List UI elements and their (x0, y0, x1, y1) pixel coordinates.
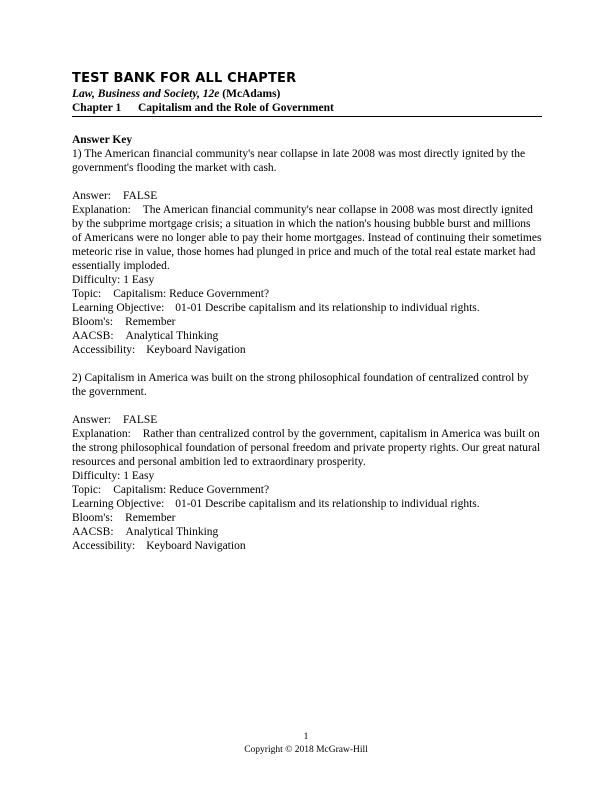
book-title: Law, Business and Society, 12e (72, 88, 220, 100)
chapter-heading (72, 101, 542, 117)
objective-label: Learning Objective: (72, 302, 165, 314)
explanation-label: Explanation: (72, 428, 131, 440)
accessibility-value: Keyboard Navigation (146, 344, 246, 356)
question-block (72, 371, 542, 553)
explanation-text: The American financial community's near collapse in 2008 was most directly ignited by the subprime mortgage crisis; a situation in which the nation's housing bubble burst and millions of Americans were no longer able to pay their home mortgages. Instead of continuing their sometimes meteoric rise in value, those homes had plunged in price and much of the total real estate market had essentially imploded. (72, 204, 542, 272)
answer-label: Answer: (72, 190, 111, 202)
book-author: (McAdams) (222, 88, 281, 100)
explanation-text: Rather than centralized control by the government, capitalism in America was built on the strong philosophical foundation of personal freedom and private property rights. Our great natural resources and personal ambition led to extraordinary prosperity. (72, 428, 541, 468)
accessibility-value: Keyboard Navigation (146, 540, 246, 552)
book-line (72, 87, 542, 101)
accessibility-label: Accessibility: (72, 344, 136, 356)
objective-value: 01-01 Describe capitalism and its relationship to individual rights. (175, 302, 480, 314)
aacsb-label: AACSB: (72, 330, 114, 342)
blooms-value: Remember (125, 512, 176, 524)
objective-line (72, 301, 542, 315)
difficulty-line: Difficulty: 1 Easy (72, 274, 155, 286)
accessibility-label: Accessibility: (72, 540, 136, 552)
aacsb-label: AACSB: (72, 526, 114, 538)
topic-label: Topic: (72, 484, 102, 496)
chapter-number: Chapter 1 (72, 102, 122, 114)
copyright-notice: Copyright © 2018 McGraw-Hill (244, 745, 368, 755)
page-number: 1 (303, 732, 309, 742)
topic-line (72, 287, 542, 301)
objective-value: 01-01 Describe capitalism and its relationship to individual rights. (175, 498, 480, 510)
aacsb-line (72, 329, 542, 343)
question-text: 2) Capitalism in America was built on the strong philosophical foundation of centralized control by the government. (72, 372, 529, 398)
objective-line (72, 497, 542, 511)
topic-value: Capitalism: Reduce Government? (113, 288, 270, 300)
blooms-label: Bloom's: (72, 316, 114, 328)
answer-label: Answer: (72, 414, 111, 426)
explanation-label: Explanation: (72, 204, 131, 216)
blooms-label: Bloom's: (72, 512, 114, 524)
accessibility-line (72, 539, 542, 553)
question-block (72, 147, 542, 357)
explanation-line (72, 203, 542, 273)
blooms-line (72, 511, 542, 525)
question-text: 1) The American financial community's near collapse in late 2008 was most directly ignited by the government's flooding the market with cash. (72, 148, 526, 174)
answer-value: FALSE (122, 190, 158, 202)
answer-line (72, 189, 542, 203)
topic-label: Topic: (72, 288, 102, 300)
difficulty-line: Difficulty: 1 Easy (72, 470, 155, 482)
aacsb-value: Analytical Thinking (125, 330, 219, 342)
document-page (72, 71, 542, 553)
accessibility-line (72, 343, 542, 357)
page-banner: TEST BANK FOR ALL CHAPTER (72, 71, 297, 86)
topic-line (72, 483, 542, 497)
topic-value: Capitalism: Reduce Government? (113, 484, 270, 496)
blooms-line (72, 315, 542, 329)
answer-key-label: Answer Key (72, 134, 133, 146)
aacsb-value: Analytical Thinking (125, 526, 219, 538)
chapter-title: Capitalism and the Role of Government (138, 102, 334, 114)
aacsb-line (72, 525, 542, 539)
explanation-line (72, 427, 542, 469)
blooms-value: Remember (125, 316, 176, 328)
objective-label: Learning Objective: (72, 498, 165, 510)
answer-value: FALSE (122, 414, 158, 426)
answer-line (72, 413, 542, 427)
